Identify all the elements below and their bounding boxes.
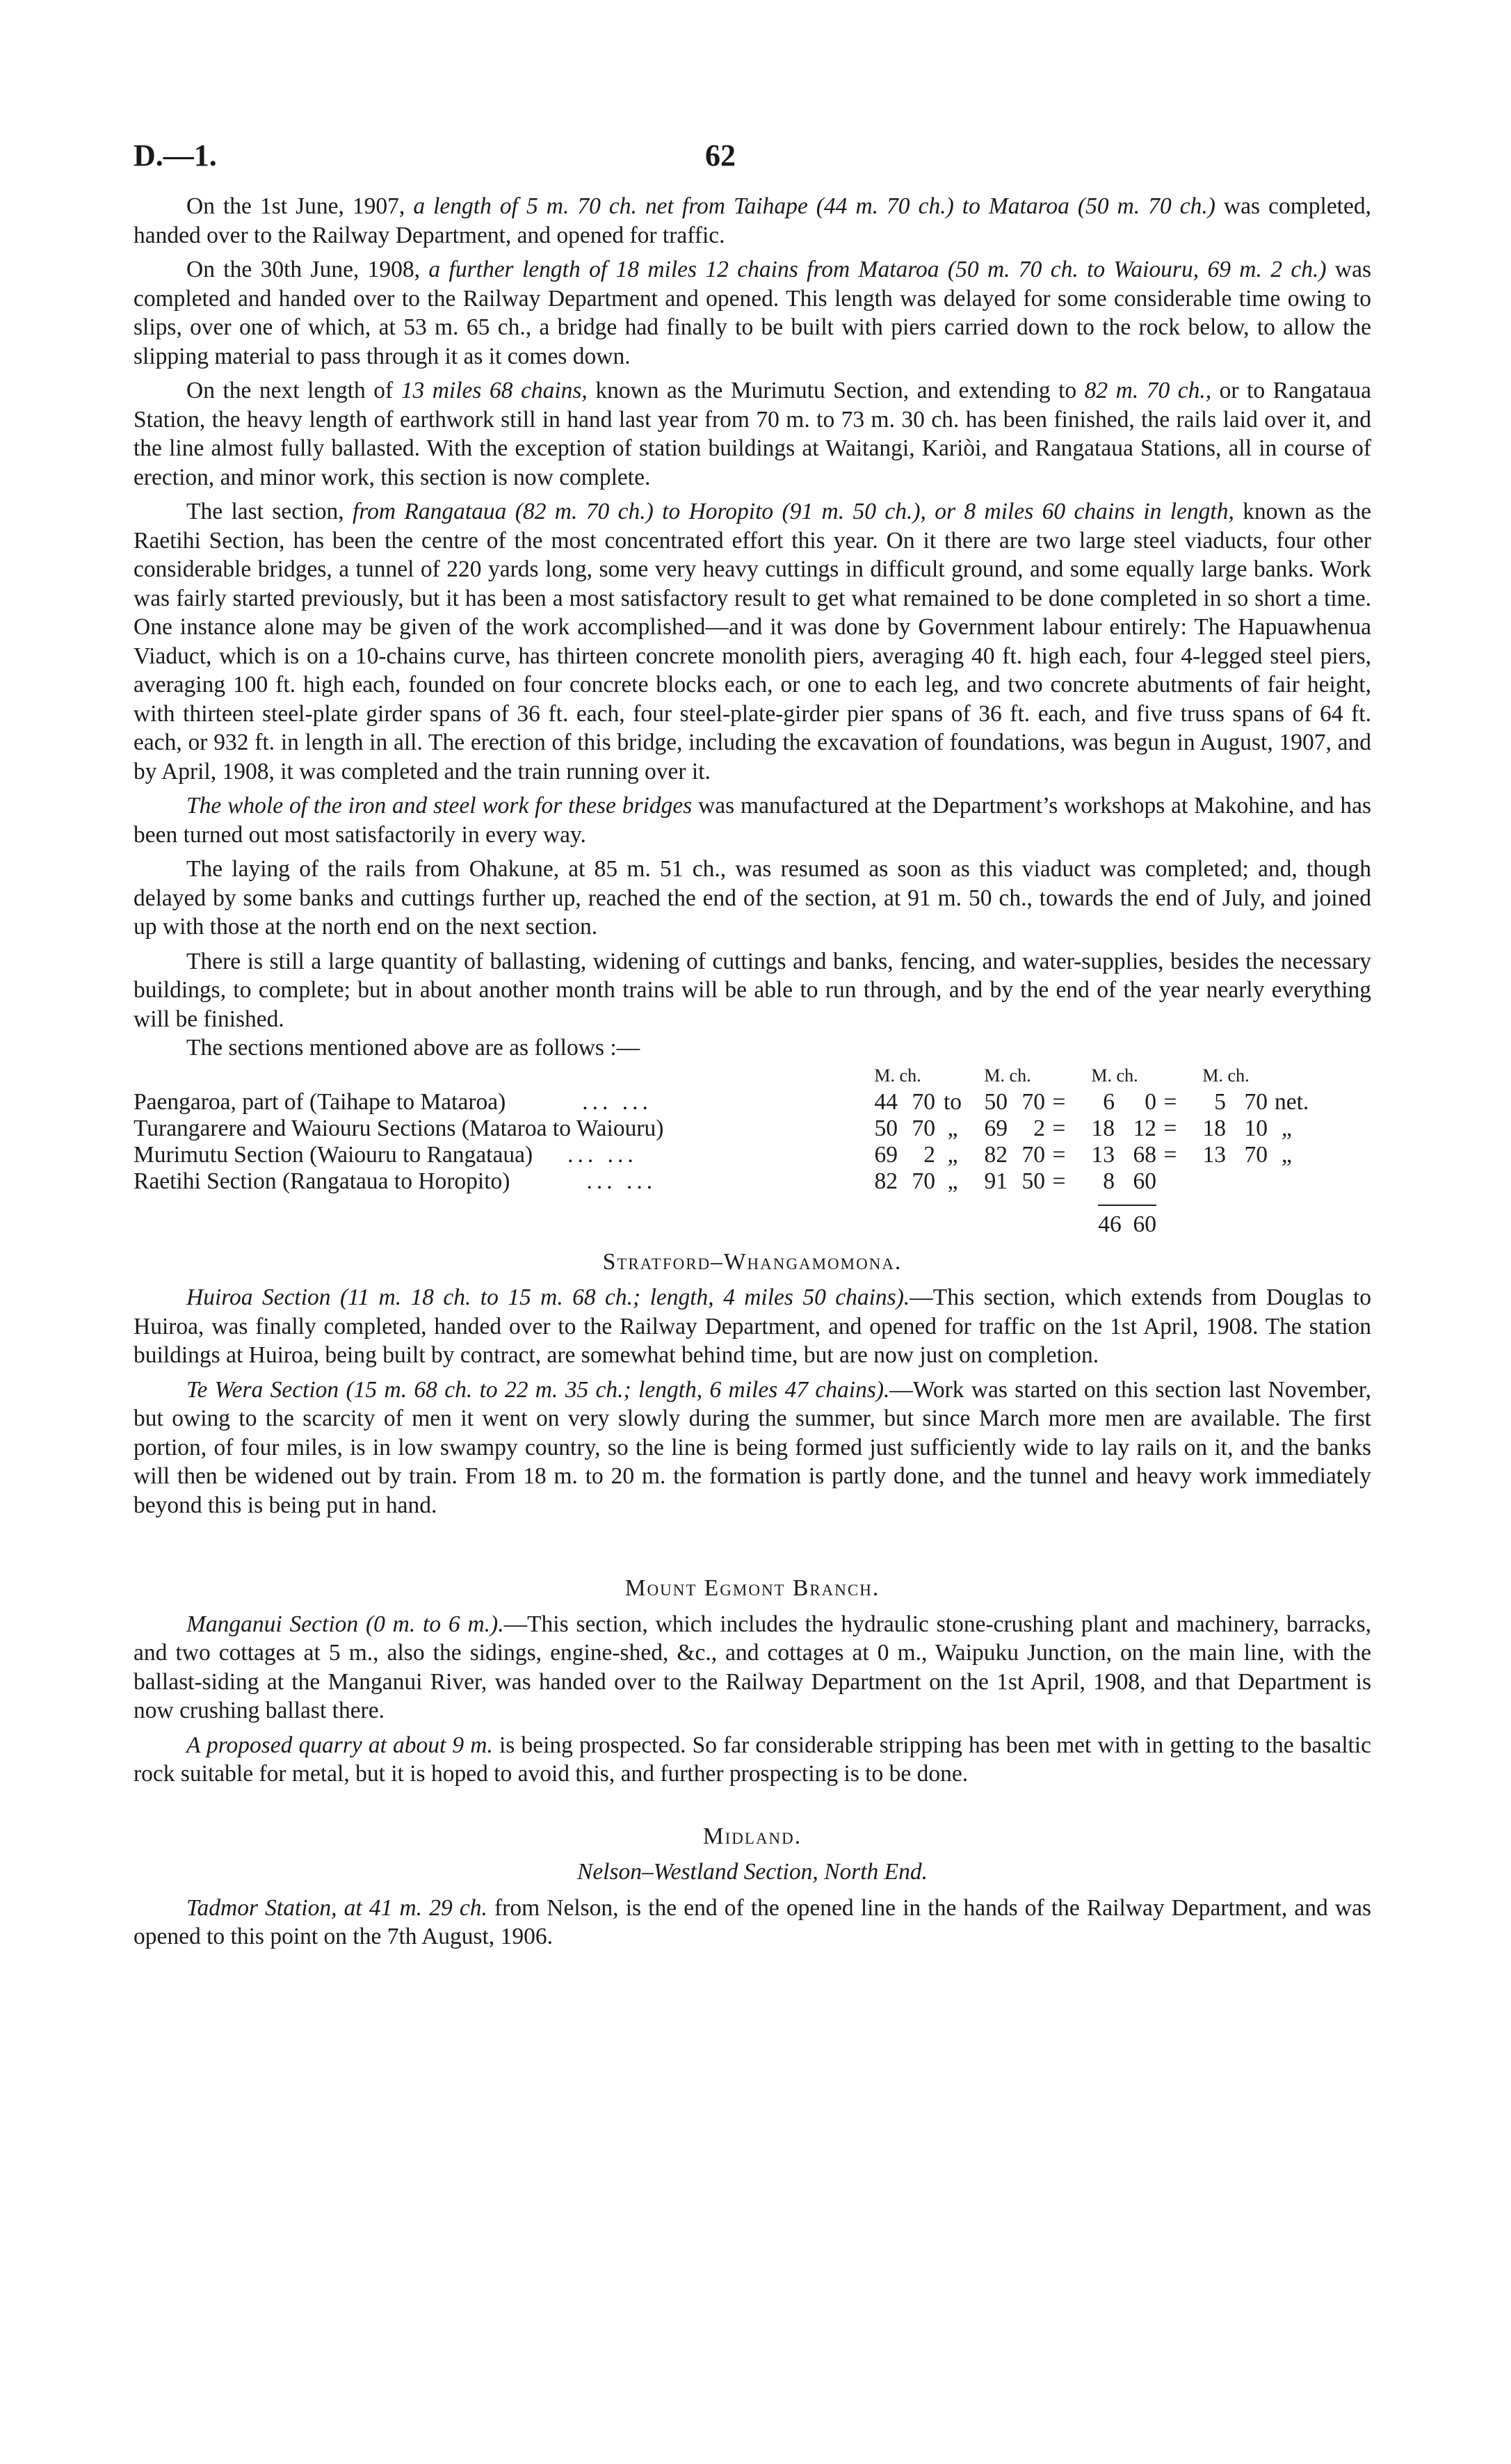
paragraph: On the 30th June, 1908, a further length of 18 miles 12 chains from Mataroa (50 m. 70 ch. to Waiouru, 69 m. 2 ch.) was completed and handed over to the Railway Department and opened. This length was delayed for some considerable time owing to slips, over one of which, at 53 m. 65 ch., a bridge had finally to be built with piers carried down to the rock below, to allow the slipping material to pass through it as it comes down. (134, 257, 1371, 369)
sections-table (134, 1063, 1371, 1238)
section-heading: Midland. (702, 1823, 802, 1849)
spacer (134, 1794, 1371, 1822)
paragraph: The whole of the iron and steel work for these bridges was manufactured at the Department’s workshops at Makohine, and has been turned out most satisfactorily in every way. (134, 793, 1372, 848)
table-row: Murimutu Section (Waiouru to Rangataua) ... ... 69 2 „ 82 70 = 13 68 = 13 70 „ (134, 1141, 1292, 1168)
col-header: M. ch. (1202, 1065, 1250, 1086)
col-header: M. ch. (984, 1065, 1031, 1086)
spacer (134, 1525, 1371, 1574)
document-body (134, 192, 1371, 1957)
paragraph: A proposed quarry at about 9 m. is being prospected. So far considerable stripping has been met with in getting to the basaltic rock suitable for metal, but it is hoped to avoid this, and further prospecting is to be done. (134, 1732, 1371, 1787)
section-heading: Mount Egmont Branch. (624, 1575, 880, 1601)
paragraph: On the next length of 13 miles 68 chains, known as the Murimutu Section, and extending to 82 m. 70 ch., or to Rangataua Station, the heavy length of earthwork still in hand last year from 70 m. to 73 m. 30 ch. has been finished, the rails laid over it, and the line almost fully ballasted. With the exception of station buildings at Waitangi, Kariòi, and Rangataua Stations, all in course of erection, and minor work, this section is now complete. (134, 378, 1372, 490)
table-header-row (134, 1063, 1371, 1089)
paragraph: Te Wera Section (15 m. 68 ch. to 22 m. 35 ch.; length, 6 miles 47 chains).—Work was started on this section last November, but owing to the scarcity of men it went on very slowly during the summer, but since March more men are available. The first portion, of four miles, is in low swampy country, so the line is being formed just sufficiently wide to lay rails on it, and the banks will then be widened out by train. From 18 m. to 20 m. the formation is partly done, and the tunnel and heavy work immediately beyond this is being put in hand. (134, 1376, 1371, 1518)
paragraph: There is still a large quantity of ballasting, widening of cuttings and banks, fencing, and water-supplies, besides the necessary buildings, to complete; but in about another month trains will be able to run through, and by the end of the year nearly everything will be finished. (134, 948, 1371, 1032)
paragraph: The last section, from Rangataua (82 m. 70 ch.) to Horopito (91 m. 50 ch.), or 8 miles 60 chains in length, known as the Raetihi Section, has been the centre of the most concentrated effort this year. On it there are two large steel viaducts, four other considerable bridges, a tunnel of 220 yards long, some very heavy cuttings in difficult ground, and some equally large banks. Work was fairly started previously, but it has been a most satisfactory result to get what remained to be done completed in so short a time. One instance alone may be given of the work accomplished—and it was done by Government labour entirely: The Hapuawhenua Viaduct, which is on a 10-chains curve, has thirteen concrete monolith piers, averaging 40 ft. high each, four 4-legged steel piers, averaging 100 ft. high each, founded on four concrete blocks each, or one to each leg, and two concrete abutments of fair height, with thirteen steel-plate girder spans of 36 ft. each, four steel-plate-girder pier spans of 36 ft. each, and five truss spans of 64 ft. each, or 932 ft. in length in all. The erection of this bridge, including the excavation of foundations, was begun in August, 1907, and by April, 1908, it was completed and the train running over it. (134, 499, 1371, 784)
paragraph: Manganui Section (0 m. to 6 m.).—This section, which includes the hydraulic stone-crushing plant and machinery, barracks, and two cottages at 5 m., also the sidings, engine-shed, &c., and cottages at 0 m., Waipuku Junction, on the main line, with the ballast-siding at the Manganui River, was handed over to the Railway Department on the 1st April, 1908, and that Department is now crushing ballast there. (134, 1611, 1371, 1723)
page-number: 62 (705, 138, 736, 172)
table-row: Turangarere and Waiouru Sections (Mataroa to Waiouru) 50 70 „ 69 2 = 18 12 = 18 10 „ (134, 1115, 1292, 1141)
paragraph: Tadmor Station, at 41 m. 29 ch. from Nelson, is the end of the opened line in the hands of the Railway Department, and was opened to this point on the 7th August, 1906. (134, 1894, 1371, 1949)
table-total: 46 60 (1098, 1205, 1156, 1238)
section-subheading: Nelson–Westland Section, North End. (576, 1859, 928, 1885)
paragraph: Huiroa Section (11 m. 18 ch. to 15 m. 68 ch.; length, 4 miles 50 chains).—This section, which extends from Douglas to Huiroa, was finally completed, handed over to the Railway Department, and opened for traffic on the 1st April, 1908. The station buildings at Huiroa, being built by contract, are somewhat behind time, but are now just on completion. (134, 1285, 1371, 1368)
paragraph: The sections mentioned above are as follows :— (186, 1035, 640, 1061)
paragraph: The laying of the rails from Ohakune, at 85 m. 51 ch., was resumed as soon as this viaduct was completed; and, though delayed by some banks and cuttings further up, reached the end of the section, at 91 m. 50 ch., towards the end of July, and joined up with those at the north end on the next section. (134, 856, 1371, 940)
table-total-row (134, 1195, 1371, 1238)
table-row: Raetihi Section (Rangataua to Horopito) ... ... 82 70 „ 91 50 = 8 60 (134, 1168, 1156, 1194)
section-heading: Stratford–Whangamomona. (602, 1248, 903, 1275)
col-header: M. ch. (874, 1065, 921, 1086)
table-row: Paengaroa, part of (Taihape to Mataroa) ... ... 44 70 to 50 70 = 6 0 = 5 70 net. (134, 1088, 1309, 1115)
paragraph: On the 1st June, 1907, a length of 5 m. 70 ch. net from Taihape (44 m. 70 ch.) to Mataroa (50 m. 70 ch.) was completed, handed over to the Railway Department, and opened for traffic. (134, 193, 1371, 248)
section-code: D.—1. (134, 138, 217, 172)
col-header: M. ch. (1091, 1065, 1138, 1086)
